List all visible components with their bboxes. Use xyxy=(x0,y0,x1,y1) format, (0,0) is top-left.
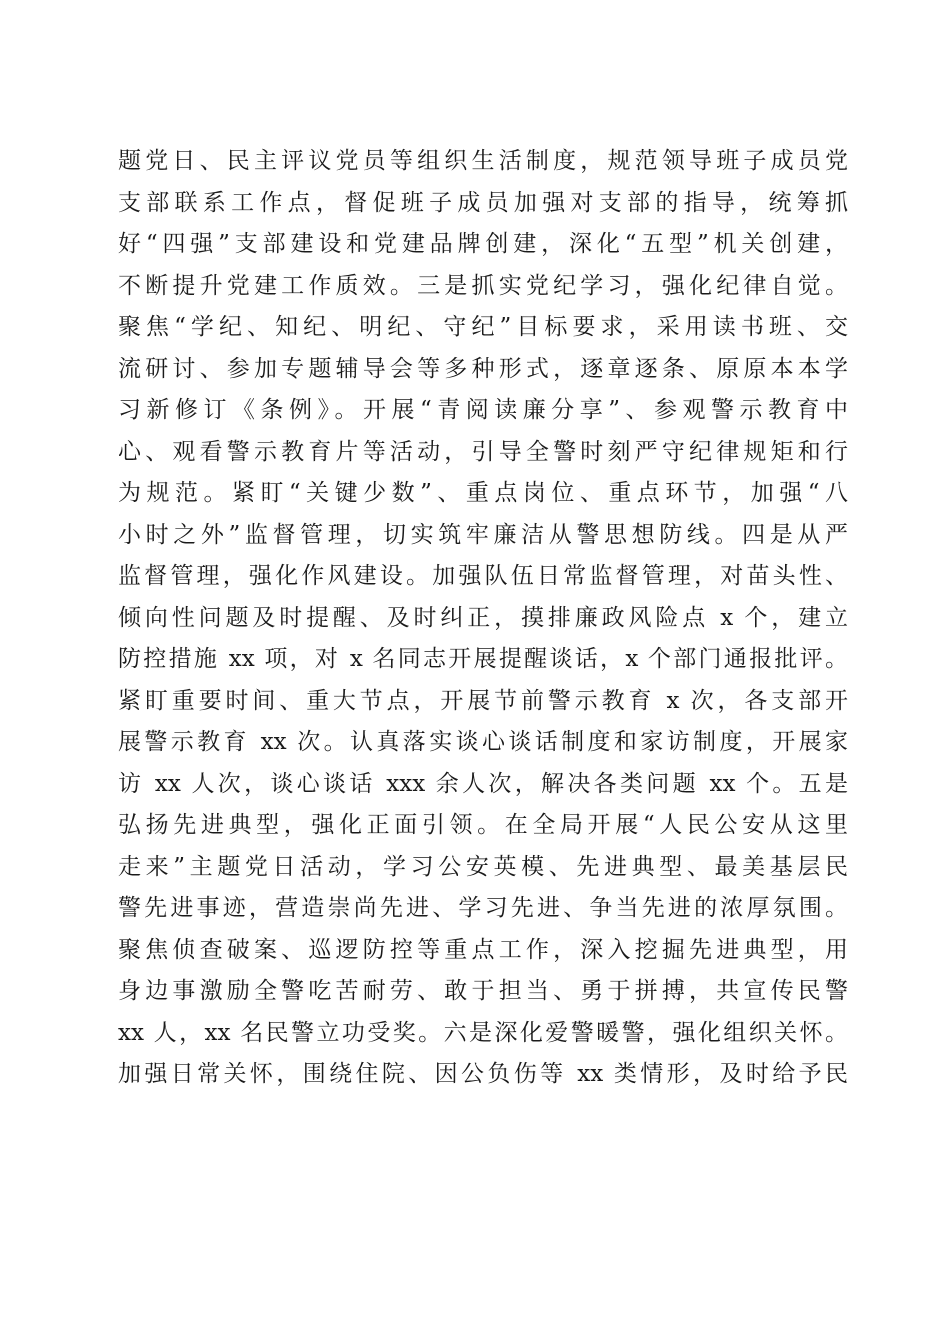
text-line: 紧盯重要时间、重大节点，开展节前警示教育 x 次，各支部开 xyxy=(118,687,848,714)
text-line: 聚焦侦查破案、巡逻防控等重点工作，深入挖掘先进典型，用 xyxy=(118,936,848,963)
text-line: 访 xx 人次，谈心谈话 xxx 余人次，解决各类问题 xx 个。五是 xyxy=(118,770,848,797)
body-paragraph xyxy=(118,141,848,1096)
text-line: 加强日常关怀，围绕住院、因公负伤等 xx 类情形，及时给予民 xyxy=(118,1061,848,1087)
text-line: 聚焦“学纪、知纪、明纪、守纪”目标要求，采用读书班、交 xyxy=(118,314,848,340)
text-line: 身边事激励全警吃苦耐劳、敢于担当、勇于拼搏，共宣传民警 xyxy=(118,978,848,1004)
text-line: 心、观看警示教育片等活动，引导全警时刻严守纪律规矩和行 xyxy=(118,438,848,465)
text-line: 为规范。紧盯“关键少数”、重点岗位、重点环节，加强“八 xyxy=(118,480,848,506)
text-line: 警先进事迹，营造崇尚先进、学习先进、争当先进的浓厚氛围。 xyxy=(118,895,848,921)
text-line: 弘扬先进典型，强化正面引领。在全局开展“人民公安从这里 xyxy=(118,812,848,838)
text-line: 好“四强”支部建设和党建品牌创建，深化“五型”机关创建， xyxy=(118,231,848,257)
text-line: 不断提升党建工作质效。三是抓实党纪学习，强化纪律自觉。 xyxy=(118,272,848,299)
text-line: 题党日、民主评议党员等组织生活制度，规范领导班子成员党 xyxy=(118,148,848,174)
text-line: 习新修订《条例》。开展“青阅读廉分享”、参观警示教育中 xyxy=(118,397,848,423)
text-line: 流研讨、参加专题辅导会等多种形式，逐章逐条、原原本本学 xyxy=(118,355,848,382)
text-line: 防控措施 xx 项，对 x 名同志开展提醒谈话，x 个部门通报批评。 xyxy=(118,646,848,672)
text-line: xx 人，xx 名民警立功受奖。六是深化爱警暖警，强化组织关怀。 xyxy=(118,1019,848,1046)
text-line: 支部联系工作点，督促班子成员加强对支部的指导，统筹抓 xyxy=(118,189,848,216)
text-line: 走来”主题党日活动，学习公安英模、先进典型、最美基层民 xyxy=(118,853,848,880)
text-line: 小时之外”监督管理，切实筑牢廉洁从警思想防线。四是从严 xyxy=(118,521,848,548)
text-line: 倾向性问题及时提醒、及时纠正，摸排廉政风险点 x 个，建立 xyxy=(118,604,848,631)
text-line: 展警示教育 xx 次。认真落实谈心谈话制度和家访制度，开展家 xyxy=(118,729,848,755)
text-line: 监督管理，强化作风建设。加强队伍日常监督管理，对苗头性、 xyxy=(118,563,848,589)
